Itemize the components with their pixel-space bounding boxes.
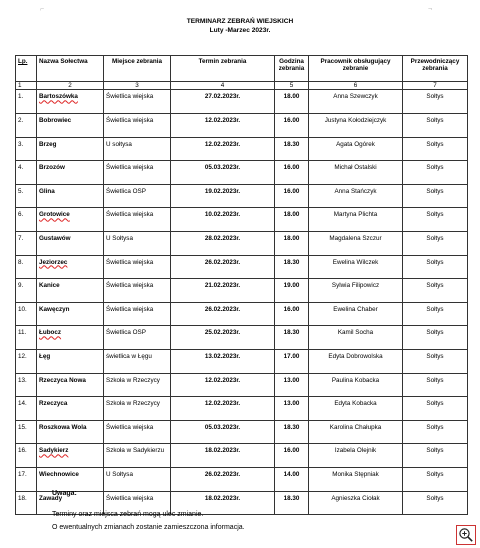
cell-date [171, 161, 275, 185]
cell-time [275, 231, 309, 255]
cell-name [37, 255, 104, 279]
cell-lp [16, 114, 37, 138]
cell-place-text: U Sołtysa [106, 470, 133, 478]
cell-date-text: 26.02.2023r. [204, 470, 241, 478]
cell-worker [309, 137, 403, 161]
cell-lp-text: 13. [18, 376, 27, 384]
column-number: 1 [16, 82, 37, 90]
cell-date-text: 12.02.2023r. [204, 400, 241, 408]
zoom-in-icon [457, 526, 475, 544]
cell-lp [16, 326, 37, 350]
cell-date-text: 26.02.2023r. [204, 305, 241, 313]
cell-name-text: Rzeczyca [39, 400, 68, 408]
cell-chair [403, 420, 468, 444]
notes-line-1: Terminy oraz miejsca zebrań mogą ulec zmianie. [52, 511, 204, 518]
cell-lp [16, 349, 37, 373]
cell-date-text: 27.02.2023r. [204, 93, 241, 101]
cell-name [37, 90, 104, 114]
cell-lp [16, 161, 37, 185]
cell-name-text: Wiechnowice [39, 470, 79, 478]
cell-worker-text: Justyna Kołodziejczyk [324, 117, 387, 124]
cell-time-text: 18.00 [283, 93, 300, 101]
cell-place-text: Świetlica wiejska [106, 93, 154, 101]
cell-name [37, 231, 104, 255]
cell-name [37, 184, 104, 208]
cell-name-text: Glina [39, 187, 55, 195]
header-date: Termin zebrania [171, 56, 275, 82]
cell-name-text: Gustawów [39, 234, 71, 242]
cell-chair [403, 444, 468, 468]
cell-worker-text: Agata Ogórek [336, 140, 375, 148]
cell-lp-text: 12. [18, 352, 27, 360]
cell-name-text: Jeziorzec [39, 258, 68, 266]
cell-place [104, 302, 171, 326]
cell-date [171, 90, 275, 114]
cell-time-text: 19.00 [283, 282, 300, 290]
cell-time-text: 18.30 [283, 140, 300, 148]
cell-place [104, 255, 171, 279]
cell-time [275, 137, 309, 161]
cell-chair [403, 467, 468, 491]
cell-lp-text: 17. [18, 470, 27, 478]
cell-lp [16, 231, 37, 255]
cell-time [275, 255, 309, 279]
cell-place-text: Świetlica wiejska [106, 258, 154, 266]
cell-place-text: Świetlica wiejska [106, 164, 154, 172]
table-row [16, 208, 468, 232]
cell-chair-text: Sołtys [426, 117, 444, 124]
cell-lp-text: 18. [18, 494, 27, 502]
cell-worker-text: Ewelina Chaber [333, 305, 378, 313]
cell-time [275, 302, 309, 326]
cell-lp-text: 6. [18, 211, 24, 219]
cell-date [171, 373, 275, 397]
cell-date [171, 208, 275, 232]
schedule-table [15, 55, 468, 515]
cell-worker [309, 373, 403, 397]
cell-name [37, 208, 104, 232]
cell-time-text: 14.00 [283, 470, 300, 478]
cell-worker [309, 467, 403, 491]
column-number: 5 [275, 82, 309, 90]
cell-place-text: U Sołtysa [106, 234, 133, 242]
column-number: 6 [309, 82, 403, 90]
cell-time-text: 16.00 [283, 305, 300, 313]
cell-name [37, 161, 104, 185]
cell-worker [309, 397, 403, 421]
cell-place-text: Świetlica OSP [106, 187, 146, 195]
cell-worker [309, 90, 403, 114]
cell-date-text: 10.02.2023r. [204, 211, 241, 219]
cell-lp-text: 1. [18, 93, 24, 101]
cell-place [104, 184, 171, 208]
cell-date-text: 05.03.2023r. [204, 423, 241, 431]
table-row [16, 279, 468, 303]
cell-chair-text: Sołtys [426, 93, 444, 101]
cell-name [37, 397, 104, 421]
cell-time-text: 18.00 [283, 211, 300, 219]
cell-place [104, 161, 171, 185]
cell-lp-text: 10. [18, 305, 27, 313]
cell-chair [403, 373, 468, 397]
cell-date-text: 26.02.2023r. [204, 258, 241, 266]
cell-name-text: Kanice [39, 282, 60, 290]
cell-date-text: 12.02.2023r. [204, 376, 241, 384]
table-row [16, 349, 468, 373]
cell-date-text: 13.02.2023r. [204, 352, 241, 360]
document-title: TERMINARZ ZEBRAŃ WIEJSKICH [186, 18, 294, 25]
header-name: Nazwa Sołectwa [37, 56, 104, 82]
cell-time-text: 17.00 [283, 352, 300, 360]
column-number: 2 [37, 82, 104, 90]
cell-date [171, 349, 275, 373]
cell-time [275, 467, 309, 491]
cell-date-text: 05.03.2023r. [204, 164, 241, 172]
cell-worker-text: Sylwia Filipowicz [331, 282, 380, 290]
cell-lp [16, 444, 37, 468]
cell-name [37, 349, 104, 373]
cell-time [275, 349, 309, 373]
cell-place-text: świetlica w Łęgu [106, 352, 152, 360]
table-row [16, 255, 468, 279]
cell-time-text: 16.00 [283, 447, 300, 455]
cell-place [104, 114, 171, 138]
cell-place-text: Świetlica wiejska [106, 423, 154, 431]
cell-time [275, 420, 309, 444]
cell-time [275, 326, 309, 350]
cell-lp [16, 90, 37, 114]
cell-time [275, 114, 309, 138]
cell-lp-text: 3. [18, 140, 24, 148]
table-row [16, 420, 468, 444]
cell-time-text: 13.00 [283, 376, 300, 384]
cell-place [104, 397, 171, 421]
cell-place-text: Świetlica wiejska [106, 117, 154, 124]
cell-time [275, 279, 309, 303]
table-header-row [16, 56, 468, 82]
cell-time [275, 161, 309, 185]
cell-chair [403, 161, 468, 185]
cell-worker [309, 114, 403, 138]
cell-worker-text: Michał Ostalski [334, 164, 377, 172]
cell-name [37, 137, 104, 161]
cell-chair [403, 397, 468, 421]
cell-date-text: 18.02.2023r. [204, 494, 241, 502]
cell-time-text: 18.30 [283, 329, 300, 337]
header-chair: Przewodniczący zebrania [403, 56, 468, 82]
cell-place-text: Szkoła w Rzeczycy [106, 400, 160, 408]
cell-time-text: 13.00 [283, 400, 300, 408]
cell-chair-text: Sołtys [426, 305, 444, 313]
cell-chair [403, 184, 468, 208]
cell-name-text: Brzeg [39, 140, 57, 148]
cell-place-text: Szkoła w Sadykierzu [106, 447, 165, 455]
cell-lp [16, 491, 37, 515]
cell-lp-text: 2. [18, 117, 24, 124]
cell-worker-text: Edyta Kobacka [334, 400, 377, 408]
cell-lp [16, 397, 37, 421]
cell-chair [403, 208, 468, 232]
cell-place [104, 231, 171, 255]
cell-chair-text: Sołtys [426, 187, 444, 195]
cell-worker [309, 184, 403, 208]
cell-lp-text: 11. [18, 329, 27, 337]
table-row [16, 302, 468, 326]
cell-name-text: Zawady [39, 494, 63, 502]
cell-worker-text: Anna Szewczyk [333, 93, 378, 101]
cell-place-text: Świetlica wiejska [106, 282, 154, 290]
column-number-row [16, 82, 468, 90]
page-corner-mark-left: ⌐ [40, 6, 45, 13]
cell-name [37, 373, 104, 397]
cell-date-text: 21.02.2023r. [204, 282, 241, 290]
cell-chair-text: Sołtys [426, 234, 444, 242]
cell-date-text: 12.02.2023r. [204, 117, 241, 124]
cell-place [104, 373, 171, 397]
cell-name-text: Grotowice [39, 211, 70, 219]
cell-lp-text: 7. [18, 234, 24, 242]
cell-lp-text: 9. [18, 282, 24, 290]
cell-worker-text: Anna Stańczyk [334, 187, 377, 195]
cell-worker [309, 161, 403, 185]
column-number: 4 [171, 82, 275, 90]
cell-time-text: 18.30 [283, 423, 300, 431]
cell-chair [403, 349, 468, 373]
cell-place [104, 349, 171, 373]
cell-chair-text: Sołtys [426, 494, 444, 502]
cell-name-text: Kawęczyn [39, 305, 70, 313]
table-row [16, 114, 468, 138]
cell-date [171, 184, 275, 208]
cell-date-text: 19.02.2023r. [204, 187, 241, 195]
cell-date [171, 255, 275, 279]
cell-date [171, 326, 275, 350]
header-place: Miejsce zebrania [104, 56, 171, 82]
cell-place-text: Szkoła w Rzeczycy [106, 376, 160, 384]
cell-worker [309, 349, 403, 373]
cell-chair-text: Sołtys [426, 140, 444, 148]
cell-lp-text: 4. [18, 164, 24, 172]
cell-worker [309, 231, 403, 255]
cell-date-text: 18.02.2023r. [204, 447, 241, 455]
table-row [16, 90, 468, 114]
cell-name [37, 326, 104, 350]
column-number: 7 [403, 82, 468, 90]
cell-lp [16, 302, 37, 326]
cell-chair [403, 114, 468, 138]
cell-time [275, 208, 309, 232]
cell-name-text: Łubocz [39, 329, 62, 337]
cell-worker [309, 255, 403, 279]
cell-worker [309, 444, 403, 468]
cell-date [171, 444, 275, 468]
cell-worker-text: Monika Stępniak [332, 470, 379, 478]
cell-worker-text: Edyta Dobrowolska [328, 352, 383, 360]
cell-lp [16, 255, 37, 279]
notes-line-2: O ewentualnych zmianach zostanie zamieszczona informacja. [52, 524, 245, 531]
cell-lp [16, 208, 37, 232]
table-row [16, 137, 468, 161]
cell-lp-text: 16. [18, 447, 27, 455]
cell-chair-text: Sołtys [426, 376, 444, 384]
cell-time [275, 444, 309, 468]
cell-place-text: Świetlica wiejska [106, 305, 154, 313]
cell-chair-text: Sołtys [426, 423, 444, 431]
cell-chair-text: Sołtys [426, 211, 444, 219]
cell-lp [16, 279, 37, 303]
cell-place [104, 208, 171, 232]
cell-name [37, 302, 104, 326]
cell-worker [309, 326, 403, 350]
table-row [16, 184, 468, 208]
document-subtitle: Luty -Marzec 2023r. [209, 27, 271, 34]
cell-chair [403, 255, 468, 279]
cell-date [171, 397, 275, 421]
header-worker: Pracownik obsługujący zebranie [309, 56, 403, 82]
cell-lp-text: 14. [18, 400, 27, 408]
cell-chair [403, 491, 468, 515]
cell-place-text: Świetlica wiejska [106, 211, 154, 219]
cell-worker-text: Ewelina Wilczek [332, 258, 379, 266]
cell-chair-text: Sołtys [426, 447, 444, 455]
cell-worker-text: Izabela Olejnik [334, 447, 377, 455]
cell-time-text: 18.30 [283, 494, 300, 502]
cell-name-text: Bobrowiec [39, 117, 72, 124]
cell-time-text: 16.00 [283, 187, 300, 195]
cell-time [275, 90, 309, 114]
cell-worker-text: Magdalena Szczur [329, 234, 382, 242]
cell-worker [309, 302, 403, 326]
cell-time-text: 18.00 [283, 234, 300, 242]
cell-lp-text: 8. [18, 258, 24, 266]
cell-time [275, 397, 309, 421]
cell-lp [16, 373, 37, 397]
cell-worker-text: Kamil Socha [337, 329, 374, 337]
cell-place [104, 420, 171, 444]
cell-worker-text: Paulina Kobacka [331, 376, 380, 384]
cell-name-text: Rzeczyca Nowa [39, 376, 86, 384]
table-row [16, 397, 468, 421]
cell-name [37, 467, 104, 491]
cell-name [37, 444, 104, 468]
cell-time [275, 184, 309, 208]
page-corner-mark-right: ¬ [428, 6, 433, 13]
cell-chair-text: Sołtys [426, 352, 444, 360]
cell-worker-text: Agnieszka Ciołak [331, 494, 380, 502]
cell-name-text: Bartoszówka [39, 93, 78, 101]
cell-time-text: 16.00 [283, 117, 300, 124]
table-row [16, 326, 468, 350]
cell-worker [309, 491, 403, 515]
cell-date [171, 302, 275, 326]
cell-lp [16, 137, 37, 161]
cell-name-text: Sadykierz [39, 447, 69, 455]
cell-name-text: Roszkowa Wola [39, 423, 87, 431]
cell-chair [403, 137, 468, 161]
cell-date-text: 25.02.2023r. [204, 329, 241, 337]
cell-time-text: 16.00 [283, 164, 300, 172]
cell-lp [16, 184, 37, 208]
cell-name [37, 420, 104, 444]
cell-place [104, 137, 171, 161]
cell-place [104, 444, 171, 468]
table-row [16, 231, 468, 255]
cell-name-text: Brzozów [39, 164, 65, 172]
cell-chair-text: Sołtys [426, 329, 444, 337]
cell-time [275, 373, 309, 397]
cell-worker [309, 208, 403, 232]
cell-chair [403, 90, 468, 114]
table-row [16, 373, 468, 397]
cell-date [171, 467, 275, 491]
cell-time-text: 18.30 [283, 258, 300, 266]
table-row [16, 467, 468, 491]
notes-heading: Uwaga: [52, 490, 77, 497]
cell-name [37, 114, 104, 138]
cell-chair-text: Sołtys [426, 164, 444, 172]
header-lp: Lp. [16, 56, 37, 82]
column-number: 3 [104, 82, 171, 90]
cell-time [275, 491, 309, 515]
cell-chair-text: Sołtys [426, 400, 444, 408]
table-row [16, 161, 468, 185]
zoom-button[interactable] [456, 525, 476, 545]
cell-date [171, 279, 275, 303]
cell-place [104, 326, 171, 350]
cell-place-text: U sołtysa [106, 140, 132, 148]
cell-place [104, 279, 171, 303]
cell-chair-text: Sołtys [426, 282, 444, 290]
cell-place-text: Świetlica wiejska [106, 494, 154, 502]
cell-worker [309, 279, 403, 303]
cell-lp-text: 5. [18, 187, 24, 195]
cell-date [171, 114, 275, 138]
cell-chair [403, 326, 468, 350]
cell-date [171, 137, 275, 161]
cell-name [37, 279, 104, 303]
table-row [16, 444, 468, 468]
cell-lp-text: 15. [18, 423, 27, 431]
cell-date [171, 420, 275, 444]
cell-chair-text: Sołtys [426, 470, 444, 478]
cell-date-text: 28.02.2023r. [204, 234, 241, 242]
cell-place-text: Świetlica OSP [106, 329, 146, 337]
cell-lp [16, 420, 37, 444]
cell-lp [16, 467, 37, 491]
cell-chair [403, 231, 468, 255]
cell-date [171, 231, 275, 255]
cell-name-text: Łęg [39, 352, 51, 360]
cell-date-text: 12.02.2023r. [204, 140, 241, 148]
cell-worker-text: Martyna Plichta [333, 211, 378, 219]
header-time: Godzina zebrania [275, 56, 309, 82]
cell-chair [403, 279, 468, 303]
cell-place [104, 90, 171, 114]
cell-worker-text: Karolina Chałupka [329, 423, 382, 431]
cell-place [104, 467, 171, 491]
cell-chair-text: Sołtys [426, 258, 444, 266]
cell-worker [309, 420, 403, 444]
cell-chair [403, 302, 468, 326]
